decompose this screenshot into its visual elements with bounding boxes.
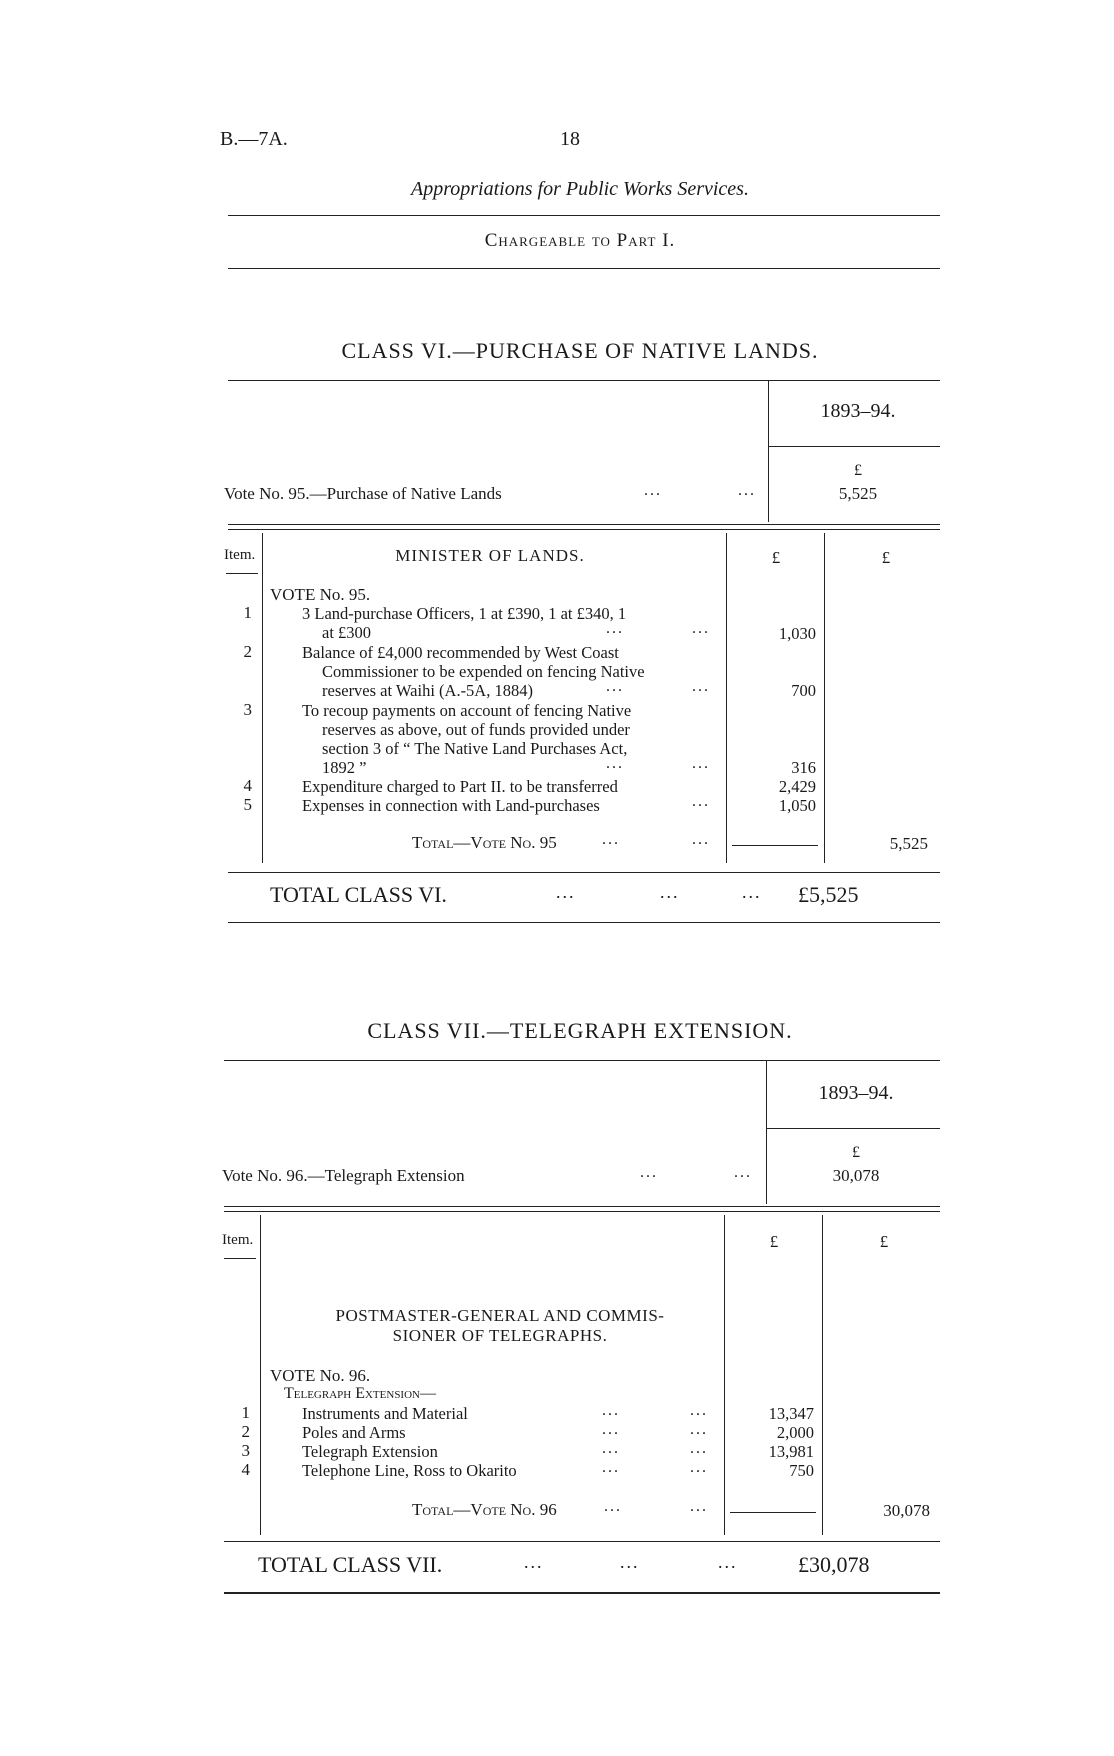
class6-vote-label: Vote No. 95.—Purchase of Native Lands: [224, 484, 502, 503]
class7-total-label: TOTAL CLASS VII.: [258, 1552, 443, 1577]
rule: [766, 1060, 767, 1204]
class7-vote-total-label: Total—Vote No. 96: [412, 1500, 557, 1519]
rule: [768, 446, 940, 447]
department-line: SIONER OF TELEGRAPHS.: [392, 1326, 608, 1345]
item-amount: 1,030: [778, 624, 816, 643]
class7-vote-amount: 30,078: [832, 1166, 880, 1185]
item-description: at £300: [322, 623, 372, 642]
class7-total-amount: £30,078: [798, 1552, 870, 1577]
leader-dots: ...: [690, 1459, 708, 1476]
class7-currency-col1: £: [769, 1232, 779, 1251]
item-description: Balance of £4,000 recommended by West Coast: [302, 643, 619, 662]
leader-dots: ...: [602, 831, 620, 848]
leader-dots: ...: [606, 755, 624, 772]
leader-dots: ...: [734, 1164, 752, 1181]
rule: [730, 1512, 816, 1513]
rule: [768, 380, 769, 522]
class6-vote-total-label: Total—Vote No. 95: [412, 833, 557, 852]
rule: [726, 533, 727, 863]
class6-vote-amount: 5,525: [838, 484, 878, 503]
rule: [228, 268, 940, 269]
rule: [228, 380, 940, 381]
leader-dots: ...: [690, 1440, 708, 1457]
class7-heading: CLASS VII.—TELEGRAPH EXTENSION.: [367, 1018, 793, 1043]
item-amount: 2,000: [776, 1423, 814, 1442]
page-number: 18: [560, 128, 580, 150]
rule: [724, 1215, 725, 1535]
leader-dots: ...: [660, 882, 680, 902]
rule: [228, 922, 940, 923]
item-number: 3: [241, 1441, 250, 1460]
rule: [824, 533, 825, 863]
leader-dots: ...: [692, 755, 710, 772]
class6-total-amount: £5,525: [798, 882, 859, 907]
class7-year: 1893–94.: [818, 1082, 894, 1104]
leader-dots: ...: [602, 1402, 620, 1419]
rule: [228, 529, 940, 530]
class6-heading: CLASS VI.—PURCHASE OF NATIVE LANDS.: [341, 338, 819, 363]
item-description: 3 Land-purchase Officers, 1 at £390, 1 at £340, 1: [302, 604, 627, 623]
rule: [224, 1206, 940, 1207]
rule: [224, 1258, 256, 1259]
page-reference: B.—7A.: [220, 128, 288, 150]
item-number: 3: [243, 700, 252, 719]
class6-vote-no: VOTE No. 95.: [270, 585, 371, 604]
item-number: 4: [241, 1460, 250, 1479]
item-number: 2: [241, 1422, 250, 1441]
leader-dots: ...: [602, 1421, 620, 1438]
item-number: 1: [241, 1403, 250, 1422]
class6-vote-total: 5,525: [889, 834, 928, 853]
class6-currency-col2: £: [881, 548, 891, 567]
leader-dots: ...: [556, 882, 576, 902]
class7-subhead: Telegraph Extension—: [284, 1385, 436, 1402]
rule: [228, 215, 940, 216]
item-column-header: Item.: [224, 547, 256, 563]
leader-dots: ...: [524, 1552, 544, 1572]
leader-dots: ...: [606, 620, 624, 637]
leader-dots: ...: [692, 620, 710, 637]
item-description: Expenses in connection with Land-purchases: [302, 796, 600, 815]
page-title: Appropriations for Public Works Services.: [411, 178, 749, 200]
department-line: POSTMASTER-GENERAL AND COMMIS-: [335, 1306, 665, 1325]
item-description: reserves at Waihi (A.-5A, 1884): [322, 681, 533, 700]
class7-vote-label: Vote No. 96.—Telegraph Extension: [222, 1166, 465, 1185]
rule: [262, 533, 263, 863]
rule: [260, 1215, 261, 1535]
leader-dots: ...: [602, 1459, 620, 1476]
class7-vote-no: VOTE No. 96.: [270, 1366, 371, 1385]
item-amount: 750: [789, 1461, 814, 1480]
item-number: 2: [243, 642, 252, 661]
leader-dots: ...: [644, 482, 662, 499]
class7-vote-total: 30,078: [883, 1501, 930, 1520]
leader-dots: ...: [742, 882, 762, 902]
item-description: Poles and Arms: [302, 1423, 406, 1442]
leader-dots: ...: [602, 1440, 620, 1457]
rule: [224, 1060, 940, 1061]
item-description: reserves as above, out of funds provided under: [322, 720, 630, 739]
item-number: 1: [243, 603, 252, 622]
leader-dots: ...: [692, 793, 710, 810]
leader-dots: ...: [690, 1498, 708, 1515]
leader-dots: ...: [640, 1164, 658, 1181]
rule: [226, 573, 258, 574]
class7-vote-currency: £: [852, 1144, 860, 1161]
class6-year: 1893–94.: [820, 400, 896, 422]
item-number: 4: [243, 776, 252, 795]
item-description: Expenditure charged to Part II. to be transferred: [302, 777, 618, 796]
item-description: 1892 ”: [322, 758, 367, 777]
item-description: section 3 of “ The Native Land Purchases Act,: [322, 739, 628, 758]
leader-dots: ...: [692, 678, 710, 695]
leader-dots: ...: [620, 1552, 640, 1572]
leader-dots: ...: [718, 1552, 738, 1572]
item-amount: 1,050: [778, 796, 816, 815]
leader-dots: ...: [692, 831, 710, 848]
class7-department: [280, 1306, 720, 1346]
item-description: Instruments and Material: [302, 1404, 468, 1423]
item-amount: 2,429: [778, 777, 816, 796]
rule: [224, 1541, 940, 1542]
chargeable-heading: Chargeable to Part I.: [484, 230, 676, 251]
class6-currency-col1: £: [771, 548, 781, 567]
rule: [732, 845, 818, 846]
leader-dots: ...: [690, 1421, 708, 1438]
item-amount: 13,347: [768, 1404, 814, 1423]
item-description: Telegraph Extension: [302, 1442, 438, 1461]
rule: [822, 1215, 823, 1535]
item-description: Telephone Line, Ross to Okarito: [302, 1461, 517, 1480]
item-column-header: Item.: [222, 1232, 254, 1248]
class6-vote-currency: £: [854, 462, 862, 479]
item-description: To recoup payments on account of fencing Native: [302, 701, 632, 720]
rule: [224, 1211, 940, 1212]
leader-dots: ...: [690, 1402, 708, 1419]
rule: [224, 1592, 940, 1594]
rule: [766, 1128, 940, 1129]
leader-dots: ...: [604, 1498, 622, 1515]
item-number: 5: [243, 795, 252, 814]
item-amount: 13,981: [768, 1442, 814, 1461]
leader-dots: ...: [738, 482, 756, 499]
rule: [228, 524, 940, 525]
item-amount: 700: [791, 681, 816, 700]
class6-total-label: TOTAL CLASS VI.: [270, 882, 447, 907]
leader-dots: ...: [606, 678, 624, 695]
item-amount: 316: [791, 758, 816, 777]
item-description: Commissioner to be expended on fencing Native: [322, 662, 645, 681]
class6-department: MINISTER OF LANDS.: [395, 546, 585, 565]
rule: [228, 872, 940, 873]
class7-currency-col2: £: [879, 1232, 889, 1251]
